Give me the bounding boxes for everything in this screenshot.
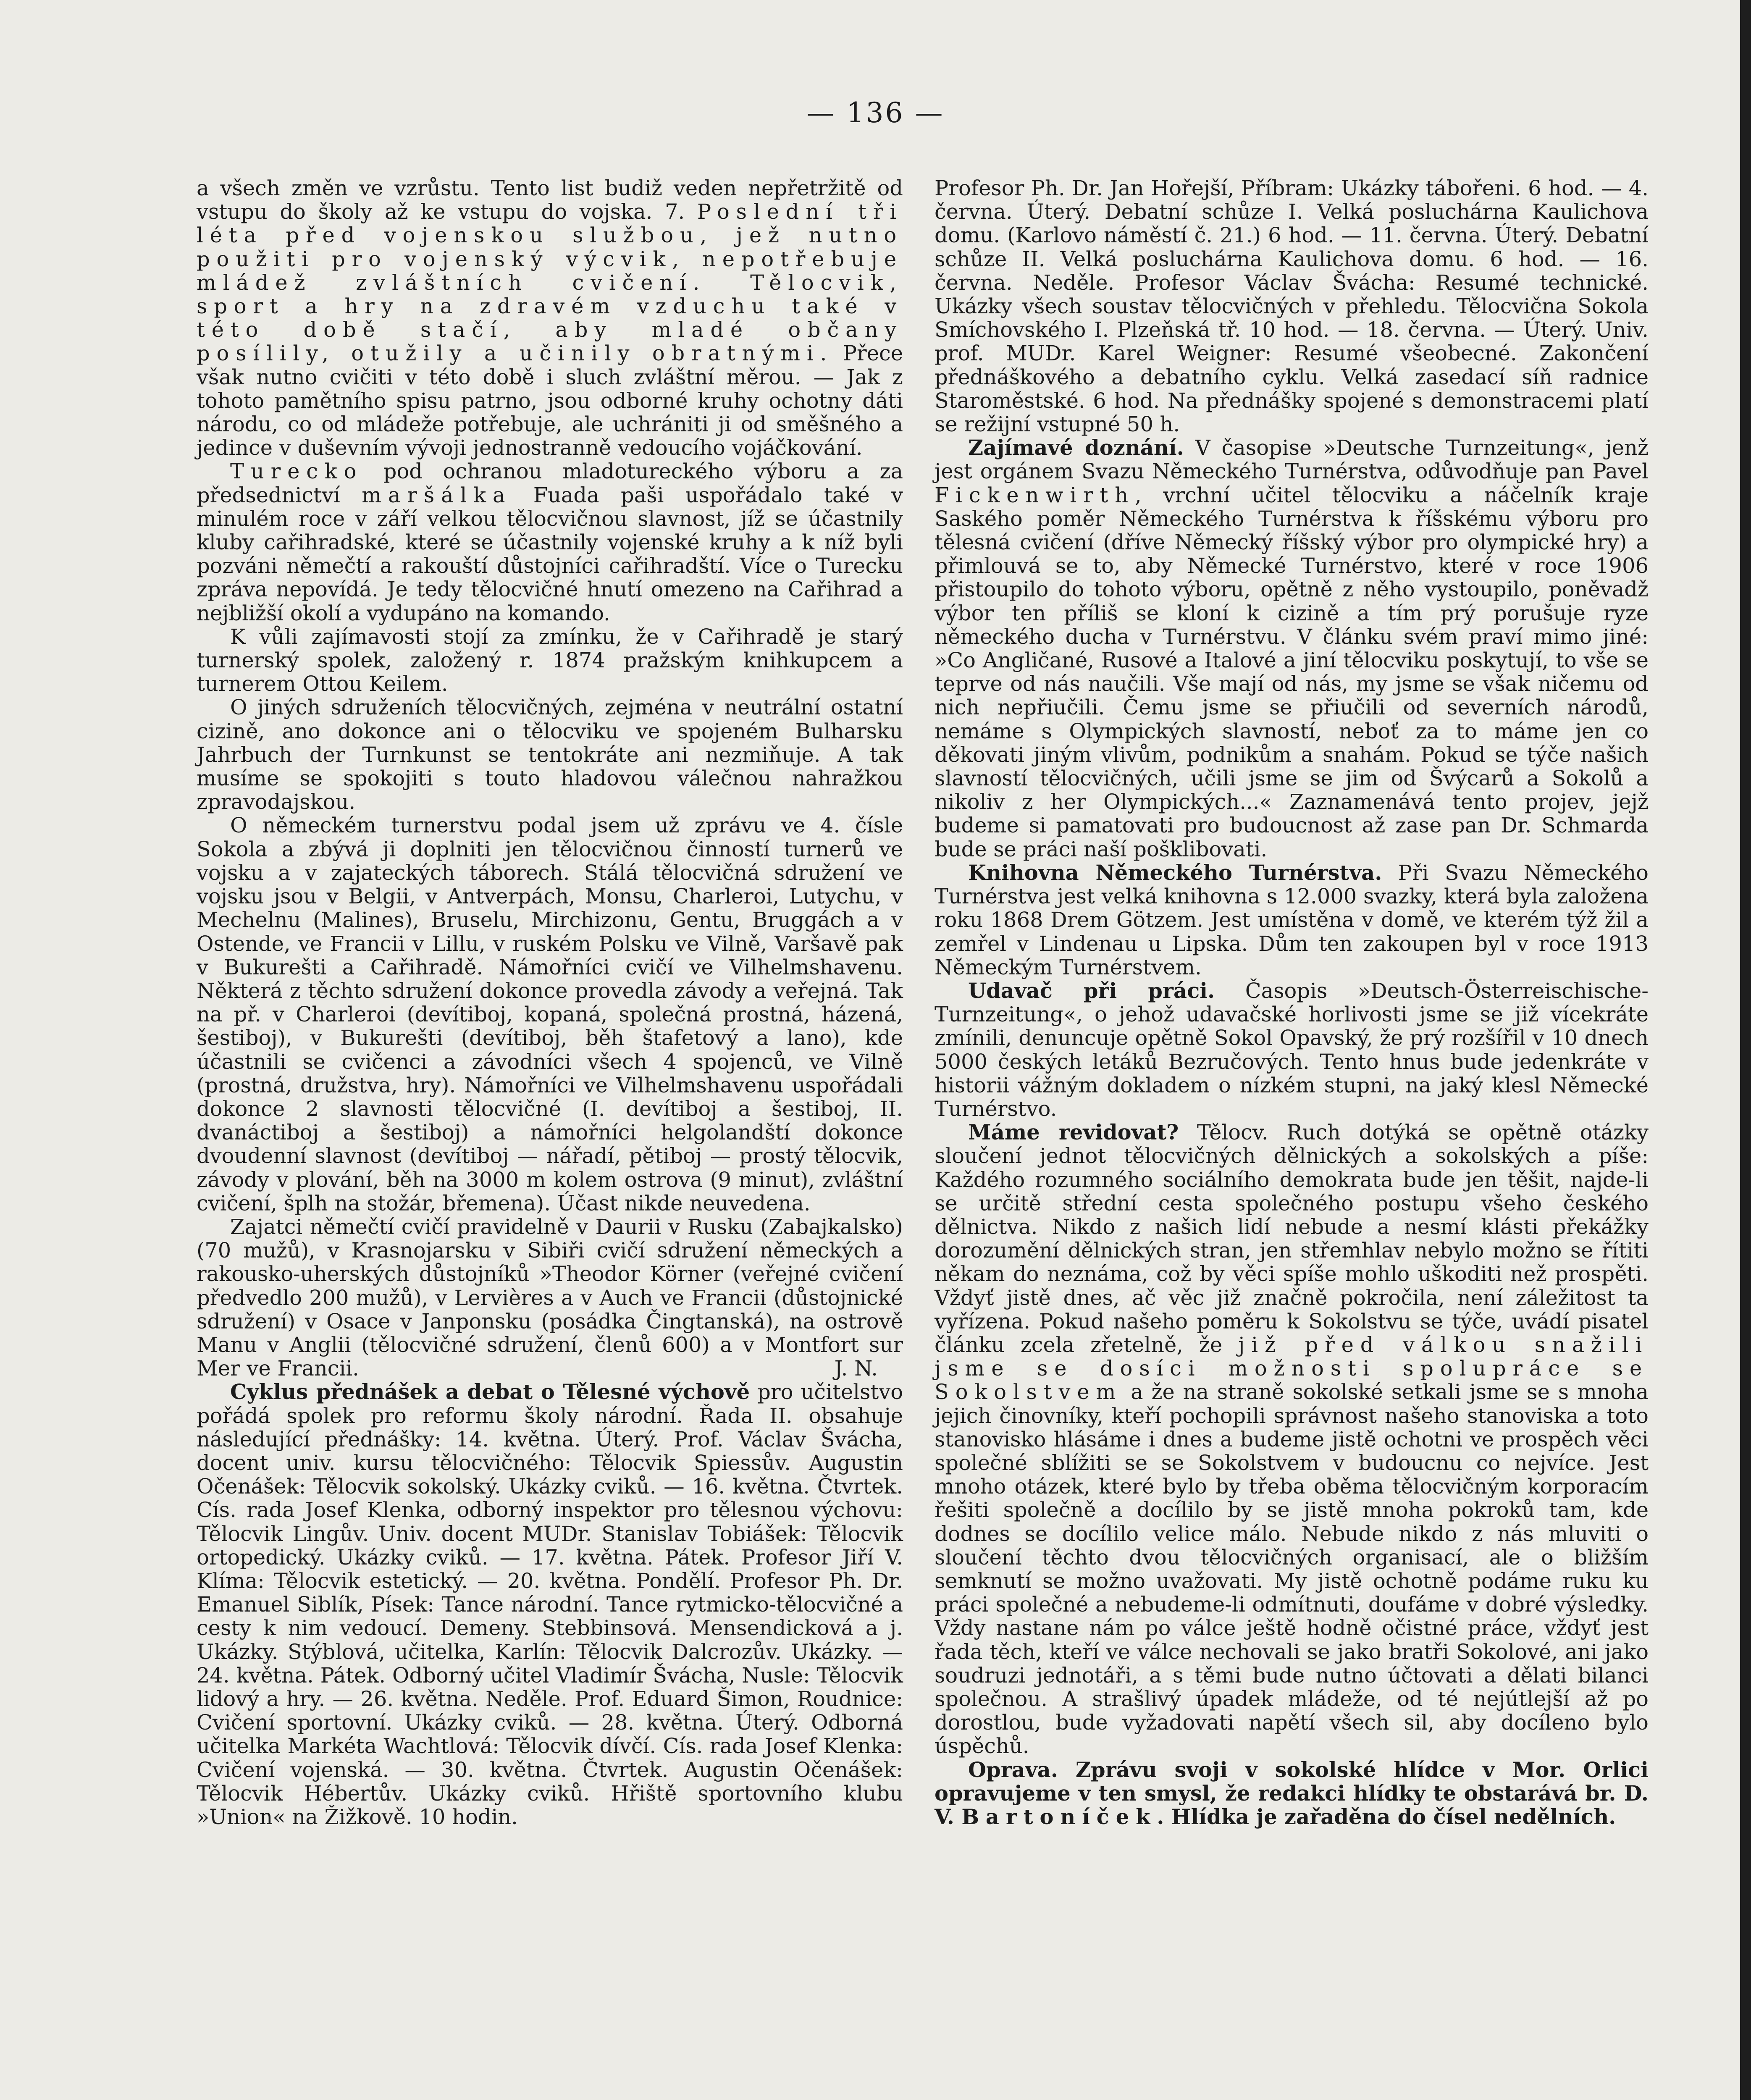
- section-heading-informer: Udavač při práci.: [968, 978, 1215, 1003]
- paragraph-prisoners: Zajatci němečtí cvičí pravidelně v Daurii v Rusku (Zabajkalsko) (70 mužů), v Krasnojarsku v Sibiři cvičí sdružení německých a rakousko-uherských důstojníků »Theodor Körner (veřejné cvičení předvedlo 200 mužů), v Lervières a v Auch ve Francii (důstojnické sdružení) v Osace v Janponsku (posádka Čingtanská), na ostrově Manu v Anglii (tělocvičné sdružení, členů 600) a v Montfort sur Mer ve Francii. J. N.: [197, 1214, 903, 1381]
- spaced-emphasis: Poslední tři léta před vojenskou službou, jež nutno použiti pro vojenský výcvik, nepotřebuje mládež zvláštních cvičení. Tělocvik, sport a hry na zdravém vzduchu také v této době stačí, aby mladé občany posílily, otužily a učinily obratnými.: [197, 200, 903, 366]
- page-number: — 136 —: [806, 97, 945, 129]
- paragraph-revision: Máme revidovat? Tělocv. Ruch dotýká se opětně otázky sloučení jednot tělocvičných dělnických a sokolských a píše: Každého rozumného sociálního demokrata bude jen těšit, najde-li se určitě střední cesta společného postupu všeho českého dělnictva. Nikdo z našich lidí nebude a nesmí klásti překážky dorozumění dělnických stran, jen střemhlav nebylo možno se řítiti někam do neznáma, což by věci spíše mohlo uškoditi než prospěti. Vždyť jistě dnes, ač věc již značně pokročila, není záležitost ta vyřízena. Pokud našeho poměru k Sokolstvu se týče, uvádí pisatel článku zcela zřetelně, že již před válkou snažili jsme se dosíci možnosti spolupráce se Sokolstvem a že na straně sokolské setkali jsme se s mnoha jejich činovníky, kteří pochopili správnost našeho stanoviska a toto stanovisko hlásáme i dnes a budeme jistě ochotni ve prospěch věci společné sblížiti se se Sokolstvem v budoucnu co nejvíce. Jest mnoho otázek, které bylo by třeba oběma tělocvičným korporacím řešiti společně a docílilo by se jistě mnoha pokroků tam, kde dodnes se docílilo velice málo. Nebude nikdo z nás mluviti o sloučení těchto dvou tělocvičných organisací, ale o bližším semknutí se možno uvažovati. My jistě ochotně podáme ruku ku práci společné a nebudeme-li odmítnuti, doufáme v dobré výsledky. Vždy nastane nám po válce ještě hodně očistné práce, vždyť jest řada těch, kteří ve válce nechovali se jako bratři Sokolové, ani jako soudruzi jednotáři, a s těmi bude nutno účtovati a dělati bilanci společnou. A strašlivý úpadek mládeže, od té nejútlejší až po dorostlou, bude vyžadovati napětí všech sil, aby docíleno bylo úspěchů.: [935, 1120, 1649, 1759]
- paragraph-turkey: Turecko pod ochranou mladotureckého výboru a za předsednictví maršálka Fuada paši uspořádalo také v minulém roce v září velkou tělocvičnou slavnost, jíž se účastnily kluby cařihradské, které se účastnily vojenské kruhy a k níž byli pozváni němečtí a rakouští důstojníci cařihradští. Více o Turecku zpráva nepovídá. Je tedy tělocvičné hnutí omezeno na Cařihrad a nejbližší okolí a vydupáno na komando.: [197, 459, 903, 625]
- paragraph-german-turners: O německém turnerstvu podal jsem už zprávu ve 4. čísle Sokola a zbývá ji doplniti jen tělocvičnou činností turnerů ve vojsku a v zajateckých táborech. Stálá tělocvičná sdružení ve vojsku jsou v Belgii, v Antverpách, Monsu, Charleroi, Lutychu, v Mechelnu (Malines), Bruselu, Mirchizonu, Gentu, Bruggách a v Ostende, ve Francii v Lillu, v ruském Polsku ve Vilně, Varšavě pak v Bukurešti a Cařihradě. Námořníci cvičí ve Vilhelmshavenu. Některá z těchto sdružení dokonce provedla závody a veřejná. Tak na př. v Charleroi (devítiboj, kopaná, společná prostná, házená, šestiboj), v Bukurešti (devítiboj, běh štafetový a lano), kde účastnili se cvičenci a závodníci všech 4 spojenců, ve Vilně (prostná, družstva, hry). Námořníci ve Vilhelmshavenu uspořádali dokonce 2 slavnosti tělocvičné (I. devítiboj a šestiboj, II. dvanáctiboj a šestiboj) a námořníci helgolandští dokonce dvoudenní slavnost (devítiboj — nářadí, pětiboj — prostý tělocvik, závody v plování, běh na 3000 m kolem ostrova (9 minut), zvláštní cvičení, šplh na stožár, břemena). Účast nikde neuvedena.: [197, 813, 903, 1215]
- paragraph-informer: Udavač při práci. Časopis »Deutsch-Österreischische-Turnzeitung«, o jehož udavačské horlivosti jsme se již vícekráte zmínili, denuncuje opětně Sokol Opavský, že prý rozšířil v 10 dnech 5000 českých letáků Bezručových. Tento hnus bude jedenkráte v historii vážným dokladem o nízkém stupni, na jaký klesl Německé Turnérstvo.: [935, 978, 1649, 1121]
- section-heading-admission: Zajímavé doznání.: [968, 436, 1184, 460]
- spaced-emphasis-turkey: Turecko: [230, 459, 363, 484]
- paragraph-library: Knihovna Německého Turnérstva. Při Svazu Německého Turnérstva jest velká knihovna s 12.000 svazky, která byla založena roku 1868 Drem Götzem. Jest umístěna v domě, ve kterém týž žil a zemřel v Lindenau u Lipska. Dům ten zakoupen byl v roce 1913 Německým Turnérstvem.: [935, 860, 1649, 979]
- section-heading-revision: Máme revidovat?: [968, 1120, 1179, 1145]
- paragraph-lecture-cycle: Cyklus přednášek a debat o Tělesné výchově pro učitelstvo pořádá spolek pro reformu školy národní. Řada II. obsahuje následující přednášky: 14. května. Úterý. Prof. Václav Švácha, docent univ. kursu tělocvičného: Tělocvik Spiessův. Augustin Očenášek: Tělocvik sokolský. Ukázky cviků. — 16. května. Čtvrtek. Cís. rada Josef Klenka, odborný inspektor pro tělesnou výchovu: Tělocvik Lingův. Univ. docent MUDr. Stanislav Tobiášek: Tělocvik ortopedický. Ukázky cviků. — 17. května. Pátek. Profesor Jiří V. Klíma: Tělocvik estetický. — 20. května. Pondělí. Profesor Ph. Dr. Emanuel Siblík, Písek: Tance národní. Tance rytmicko-tělocvičné a cesty k nim vedoucí. Demeny. Stebbinsová. Mensendicková a j. Ukázky. Stýblová, učitelka, Karlín: Tělocvik Dalcrozův. Ukázky. — 24. května. Pátek. Odborný učitel Vladimír Švácha, Nusle: Tělocvik lidový a hry. — 26. května. Neděle. Prof. Eduard Šimon, Roudnice: Cvičení sportovní. Ukázky cviků. — 28. května. Úterý. Odborná učitelka Markéta Wachtlová: Tělocvik dívčí. Cís. rada Josef Klenka: Cvičení vojenská. — 30. května. Čtvrtek. Augustin Očenášek: Tělocvik Hébertův. Ukázky cviků. Hřiště sportovního klubu »Union« na Žižkově. 10 hodin.: [197, 1380, 903, 1830]
- paragraph-correction: Oprava. Zprávu svoji v sokolské hlídce v Mor. Orlici opravujeme v ten smysl, že redakci hlídky te obstarává br. D. V. Bartoníček. Hlídka je zařaděna do čísel nedělních.: [935, 1757, 1649, 1830]
- scan-frame-edge: [1740, 0, 1751, 2100]
- spaced-emphasis-marshal: maršálka: [362, 483, 512, 507]
- paragraph-constantinople-club: K vůli zajímavosti stojí za zmínku, že v Cařihradě je starý turnerský spolek, založený r. 1874 pražským knihkupcem a turnerem Ottou Keilem.: [197, 624, 903, 696]
- spaced-emphasis-cooperation: již před válkou snažili jsme se dosíci možnosti spolupráce se Sokolstvem: [935, 1332, 1649, 1404]
- section-heading-library: Knihovna Německého Turnérstva.: [968, 860, 1382, 885]
- section-heading-correction: Oprava.: [968, 1757, 1058, 1782]
- author-signature: J. N.: [834, 1356, 878, 1381]
- section-heading-lectures: Cyklus přednášek a debat o Tělesné výchově: [230, 1380, 750, 1404]
- paragraph-interesting-admission: Zajímavé doznání. V časopise »Deutsche Turnzeitung«, jenž jest orgánem Svazu Německého Turnérstva, odůvodňuje pan Pavel Fickenwirth, vrchní učitel tělocviku a náčelník kraje Saského poměr Německého Turnérstva k říšskému výboru pro tělesná cvičení (dříve Německý říšský výbor pro olympické hry) a přimlouvá se to, aby Německé Turnérstvo, které v roce 1906 přistoupilo do tohoto výboru, opětně z něho vystoupilo, poněvadž výbor ten příliš se kloní k cizině a tím prý porušuje ryze německého ducha v Turnérstvu. V článku svém praví mimo jiné: »Co Angličané, Rusové a Italové a jiní tělocviku poskytují, to vše se teprve od nás naučili. Vše mají od nás, my jsme se však ničemu od nich nepřiučili. Čemu jsme se přiučili od severních národů, nemáme s Olympických slavností, neboť za to máme jen co děkovati jiným vlivům, podnikům a snahám. Pokud se týče našich slavností tělocvičných, učili jsme se jim od Švýcarů a Sokolů a nikoliv z her Olympických...« Zaznamenává tento projev, jejž budeme si pamatovati pro budoucnost až zase pan Dr. Schmarda bude se práci naší pošklibovati.: [935, 436, 1649, 861]
- paragraph-lecture-cycle-cont: Profesor Ph. Dr. Jan Hořejší, Příbram: Ukázky tábořeni. 6 hod. — 4. června. Úterý. Debatní schůze I. Velká posluchárna Kaulichova domu. (Karlovo náměstí č. 21.) 6 hod. — 11. června. Úterý. Debatní schůze II. Velká posluchárna Kaulichova domu. 6 hod. — 16. června. Neděle. Profesor Václav Švácha: Resumé technické. Ukázky všech soustav tělocvičných v přehledu. Tělocvična Sokola Smíchovského I. Plzeňská tř. 10 hod. — 18. června. — Úterý. Univ. prof. MUDr. Karel Weigner: Resumé všeobecné. Zakončení přednáškového a debatního cyklu. Velká zasedací síň radnice Staroměstské. 6 hod. Na přednášky spojené s demonstracemi platí se režijní vstupné 50 h.: [935, 176, 1649, 437]
- spaced-name-fickenwirth: Fickenwirth: [935, 483, 1135, 507]
- paragraph-other-associations: O jiných sdruženích tělocvičných, zejména v neutrální ostatní cizině, ano dokonce ani o tělocviku ve spojeném Bulharsku Jahrbuch der Turnkunst se tentokráte ani nezmiňuje. A tak musíme se spokojiti s touto hladovou válečnou nahražkou zpravodajskou.: [197, 695, 903, 814]
- left-column: [197, 176, 903, 1829]
- paragraph-school-records: a všech změn ve vzrůstu. Tento list budiž veden nepřetržitě od vstupu do školy až ke vstupu do vojska. 7. Poslední tři léta před vojenskou službou, jež nutno použiti pro vojenský výcvik, nepotřebuje mládež zvláštních cvičení. Tělocvik, sport a hry na zdravém vzduchu také v této době stačí, aby mladé občany posílily, otužily a učinily obratnými. Přece však nutno cvičiti v této době i sluch zvláštní měrou. — Jak z tohoto pamětního spisu patrno, jsou odborné kruhy ochotny dáti národu, co od mládeže potřebuje, ale uchrániti ji od směšného a jedince v duševním vývoji jednostranně vedoucího vojáčkování.: [197, 176, 903, 460]
- spaced-name-bartonicek: Bartoníček: [961, 1805, 1157, 1830]
- right-column: [935, 176, 1649, 1829]
